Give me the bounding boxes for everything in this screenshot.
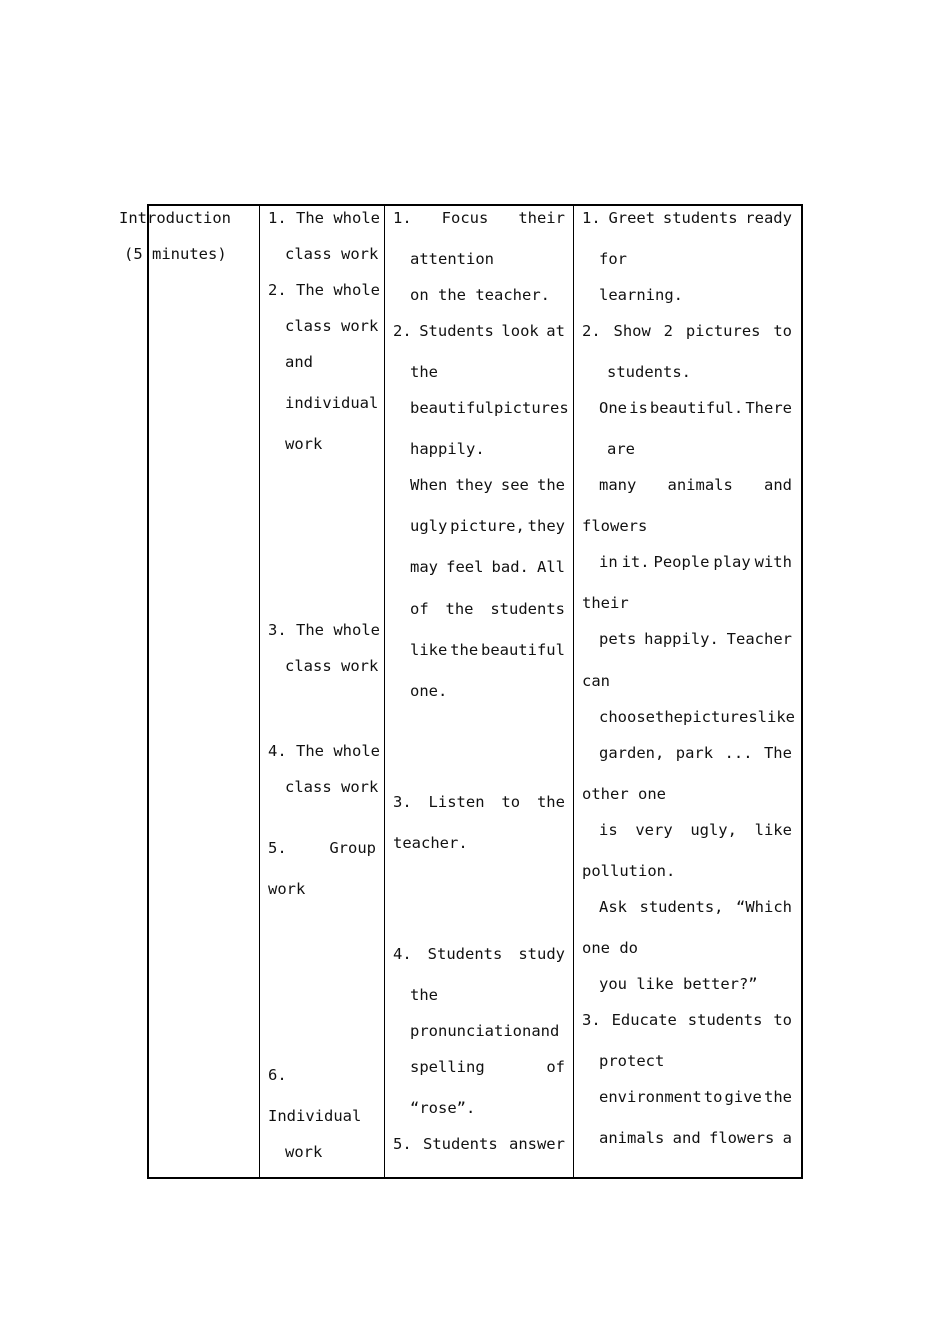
student-activity-line: pronunciation and <box>410 1022 560 1040</box>
teacher-activity-line: 2. Show 2 pictures to <box>582 322 792 340</box>
teacher-activity-line: can <box>582 672 610 690</box>
teacher-activity-line: environment to give the <box>599 1088 792 1106</box>
stage-time: (5 minutes) <box>124 245 227 263</box>
organization-item: work <box>285 1143 323 1161</box>
teacher-activity-line: choose the pictures like <box>599 708 795 726</box>
student-activity-line: of the students <box>410 600 565 618</box>
teacher-activity-line: many animals and <box>599 476 792 494</box>
teacher-activity-line: learning. <box>599 286 683 304</box>
stage-name: Introduction <box>119 209 231 227</box>
student-activity-line: 3. Listen to the <box>393 793 565 811</box>
student-activity-line: 1. Focus their <box>393 209 565 227</box>
organization-item: work <box>268 880 306 898</box>
student-activity-line: ugly picture, they <box>410 517 565 535</box>
organization-item: class work <box>285 778 379 796</box>
organization-item: 2. The whole <box>268 281 380 299</box>
student-activity-line: spelling of <box>410 1058 565 1076</box>
student-activity-line: happily. <box>410 440 485 458</box>
teacher-activity-line: in it. People play with <box>599 553 792 571</box>
student-activity-line: like the beautiful <box>410 641 565 659</box>
teacher-activity-line: other one <box>582 785 666 803</box>
teacher-activity-line: their <box>582 594 629 612</box>
student-activity-line: teacher. <box>393 834 468 852</box>
student-activity-line: the <box>410 986 438 1004</box>
column-divider <box>259 206 260 1177</box>
teacher-activity-line: pollution. <box>582 862 676 880</box>
teacher-activity-line: 3. Educate students to <box>582 1011 792 1029</box>
teacher-activity-line: protect <box>599 1052 665 1070</box>
organization-item: and <box>285 353 313 371</box>
student-activity-line: attention <box>410 250 494 268</box>
teacher-activity-line: is very ugly, like <box>599 821 792 839</box>
organization-item: 4. The whole <box>268 742 380 760</box>
teacher-activity-line: are <box>607 440 635 458</box>
organization-item: 5. Group <box>268 839 376 857</box>
teacher-activity-line: Ask students, “Which <box>599 898 792 916</box>
student-activity-line: 2. Students look at <box>393 322 565 340</box>
teacher-activity-line: 1. Greet students ready <box>582 209 792 227</box>
student-activity-line: may feel bad. All <box>410 558 565 576</box>
teacher-activity-line: you like better?” <box>599 975 758 993</box>
column-divider <box>573 206 574 1177</box>
teacher-activity-line: students. <box>607 363 691 381</box>
organization-item: class work <box>285 657 379 675</box>
student-activity-line: the <box>410 363 438 381</box>
organization-item: individual <box>285 394 379 412</box>
teacher-activity-line: One is beautiful. There <box>599 399 792 417</box>
column-divider <box>384 206 385 1177</box>
teacher-activity-line: for <box>599 250 627 268</box>
teacher-activity-line: pets happily. Teacher <box>599 630 792 648</box>
student-activity-line: “rose”. <box>410 1099 476 1117</box>
student-activity-line: 5. Students answer <box>393 1135 565 1153</box>
teacher-activity-line: garden, park ... The <box>599 744 792 762</box>
organization-item: 1. The whole <box>268 209 380 227</box>
organization-item: 3. The whole <box>268 621 380 639</box>
student-activity-line: 4. Students study <box>393 945 565 963</box>
teacher-activity-line: flowers <box>582 517 648 535</box>
organization-item: class work <box>285 317 379 335</box>
teacher-activity-line: animals and flowers a <box>599 1129 792 1147</box>
teacher-activity-line: one do <box>582 939 638 957</box>
organization-item: work <box>285 435 323 453</box>
student-activity-line: one. <box>410 682 448 700</box>
organization-item: 6. <box>268 1066 287 1084</box>
organization-item: Individual <box>268 1107 362 1125</box>
organization-item: class work <box>285 245 379 263</box>
student-activity-line: When they see the <box>410 476 565 494</box>
student-activity-line: beautiful pictures <box>410 399 569 417</box>
student-activity-line: on the teacher. <box>410 286 550 304</box>
